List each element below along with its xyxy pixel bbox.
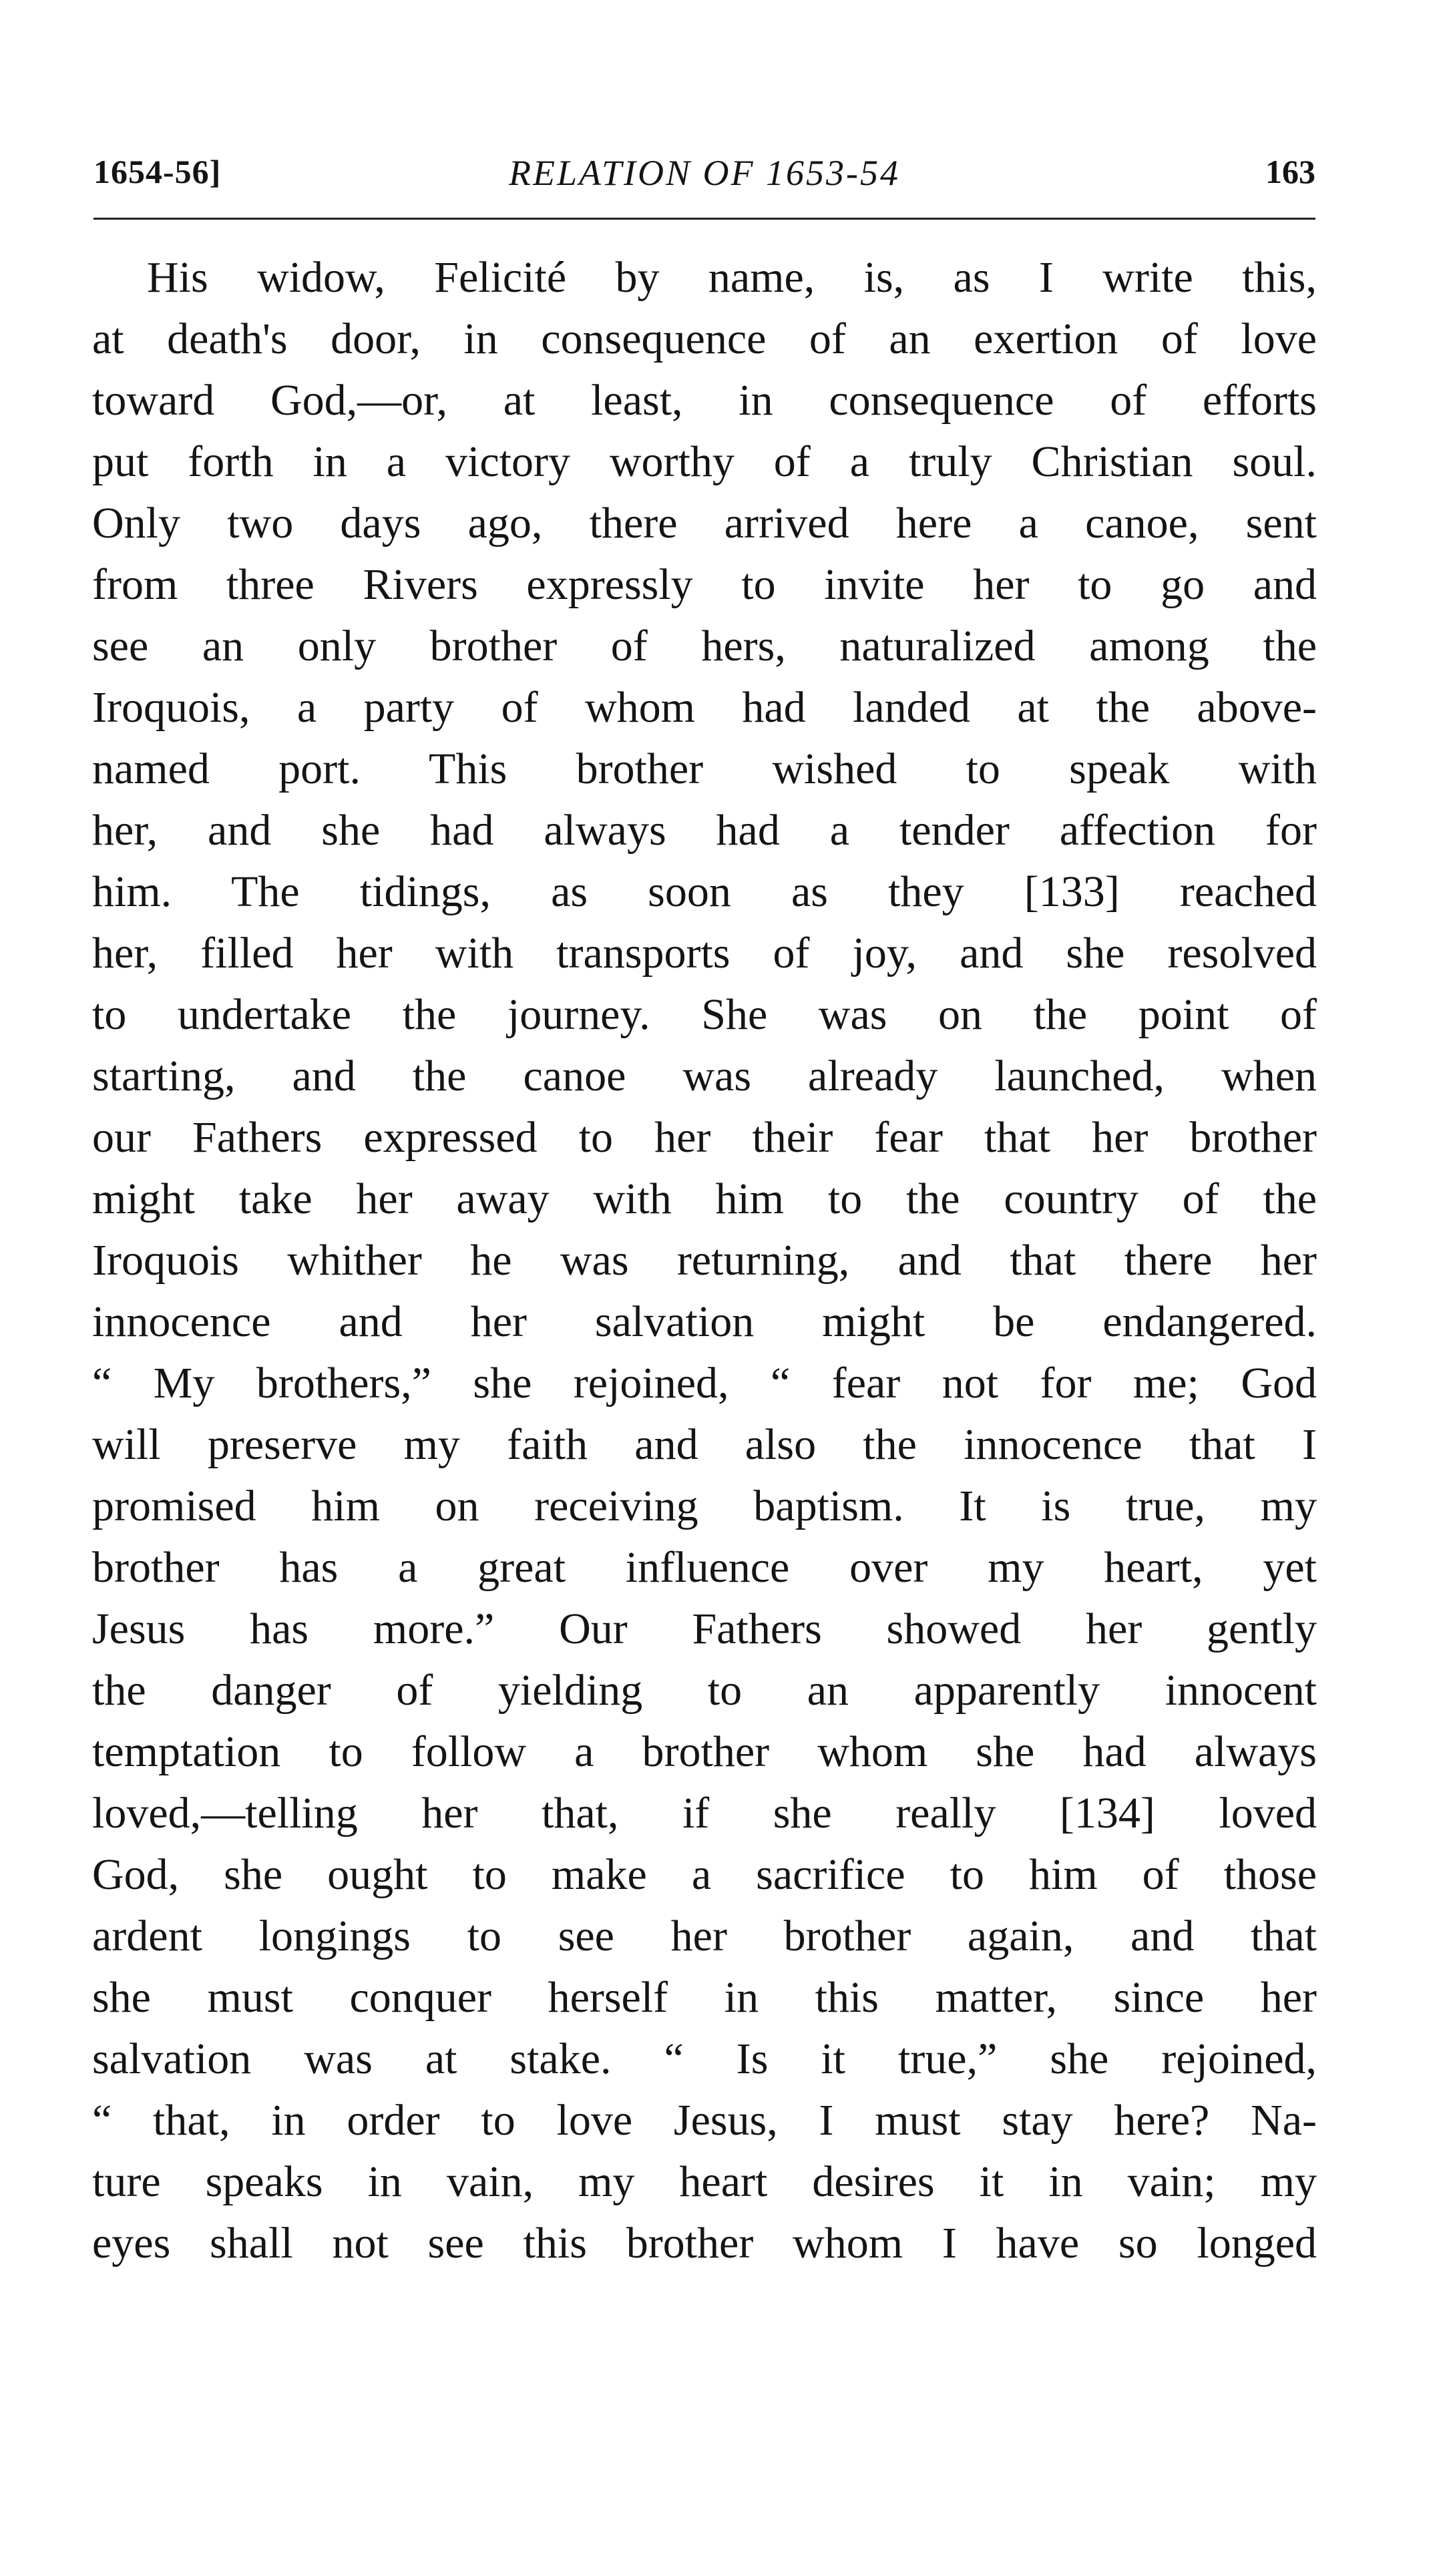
running-head-years: 1654-56] [93,153,222,190]
text-line: will preserve my faith and also the innocence that I [92,1420,1317,1469]
text-line: ture speaks in vain, my heart desires it in vain; my [92,2157,1317,2206]
text-line: His widow, Felicité by name, is, as I write this, [147,253,1317,302]
text-line: God, she ought to make a sacrifice to him of those [92,1850,1317,1899]
running-head [93,152,1315,199]
text-line: loved,—telling her that, if she really [134] loved [92,1789,1317,1838]
text-line: our Fathers expressed to her their fear that her brother [92,1113,1317,1162]
text-line: to undertake the journey. She was on the point of [92,990,1317,1039]
text-line: her, and she had always had a tender affection for [92,806,1317,855]
text-line: toward God,—or, at least, in consequence of efforts [92,376,1317,425]
text-line: at death's door, in consequence of an exertion of love [92,314,1317,363]
header-rule [93,218,1315,220]
text-line: the danger of yielding to an apparently innocent [92,1666,1317,1715]
text-line: “ My brothers,” she rejoined, “ fear not for me; God [92,1359,1317,1408]
text-line: eyes shall not see this brother whom I have so longed [92,2219,1317,2268]
text-line: named port. This brother wished to speak with [92,744,1317,793]
text-line: might take her away with him to the country of the [92,1174,1317,1223]
text-line: Only two days ago, there arrived here a canoe, sent [92,499,1317,548]
text-line: him. The tidings, as soon as they [133] reached [92,867,1317,916]
text-line: put forth in a victory worthy of a truly Christian soul. [92,437,1317,486]
text-line: “ that, in order to love Jesus, I must stay here? Na- [92,2096,1317,2145]
text-line: Iroquois, a party of whom had landed at the above- [92,683,1317,732]
running-head-title: RELATION OF 1653-54 [509,153,900,193]
text-line: her, filled her with transports of joy, and she resolved [92,929,1317,978]
text-line: see an only brother of hers, naturalized among the [92,622,1317,670]
text-line: promised him on receiving baptism. It is true, my [92,1482,1317,1530]
text-line: brother has a great influence over my heart, yet [92,1543,1317,1592]
text-line: she must conquer herself in this matter, since her [92,1973,1317,2022]
text-line: starting, and the canoe was already launched, when [92,1052,1317,1100]
text-line: Jesus has more.” Our Fathers showed her gently [92,1604,1317,1653]
text-line: Iroquois whither he was returning, and that there her [92,1236,1317,1285]
text-line: ardent longings to see her brother again, and that [92,1912,1317,1960]
text-line: temptation to follow a brother whom she had always [92,1727,1317,1776]
text-line: innocence and her salvation might be endangered. [92,1297,1317,1346]
text-line: from three Rivers expressly to invite her to go and [92,560,1317,609]
text-line: salvation was at stake. “ Is it true,” she rejoined, [92,2034,1317,2083]
page-number: 163 [1265,153,1315,190]
body-text [92,247,1317,2274]
